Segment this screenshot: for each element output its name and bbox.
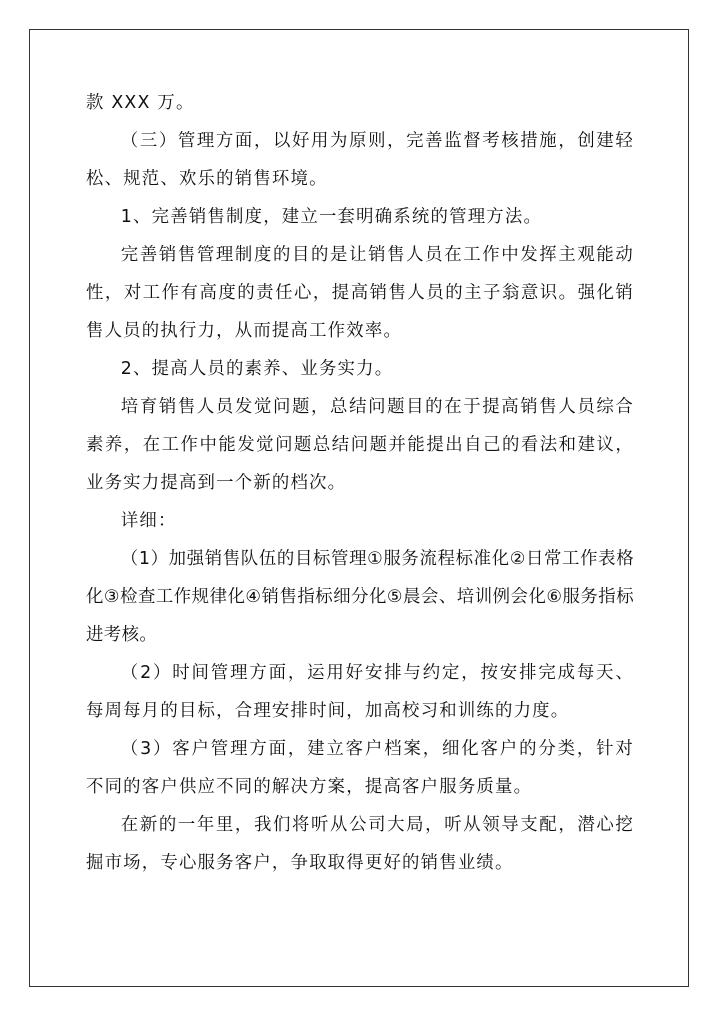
paragraph-budget-continuation: 款 XXX 万。 [86, 93, 195, 113]
paragraph-closing: 在新的一年里，我们将听从公司大局，听从领导支配，潜心挖掘市场，专心服务客户，争取取得更好的销售业绩。 [86, 815, 634, 873]
paragraph-details-label: 详细： [120, 511, 177, 531]
paragraph-detail-1: （1）加强销售队伍的目标管理①服务流程标准化②日常工作表格化③检查工作规律化④销售指标细分化⑤晨会、培训例会化⑥服务指标进考核。 [86, 549, 634, 645]
paragraph-management-section: （三）管理方面，以好用为原则，完善监督考核措施，创建轻松、规范、欢乐的销售环境。 [86, 131, 634, 189]
paragraph-item-2-heading: 2、提高人员的素养、业务实力。 [120, 359, 394, 379]
paragraph-detail-2: （2）时间管理方面，运用好安排与约定，按安排完成每天、每周每月的目标，合理安排时间，加高校习和训练的力度。 [86, 663, 634, 721]
paragraph-item-1-heading: 1、完善销售制度，建立一套明确系统的管理方法。 [120, 207, 543, 227]
paragraph-staff-training: 培育销售人员发觉问题，总结问题目的在于提高销售人员综合素养，在工作中能发觉问题总结问题并能提出自己的看法和建议，业务实力提高到一个新的档次。 [86, 397, 634, 493]
document-body [86, 84, 634, 882]
paragraph-sales-system: 完善销售管理制度的目的是让销售人员在工作中发挥主观能动性，对工作有高度的责任心，提高销售人员的主子翁意识。强化销售人员的执行力，从而提高工作效率。 [86, 245, 634, 341]
paragraph-detail-3: （3）客户管理方面，建立客户档案，细化客户的分类，针对不同的客户供应不同的解决方案，提高客户服务质量。 [86, 739, 634, 797]
